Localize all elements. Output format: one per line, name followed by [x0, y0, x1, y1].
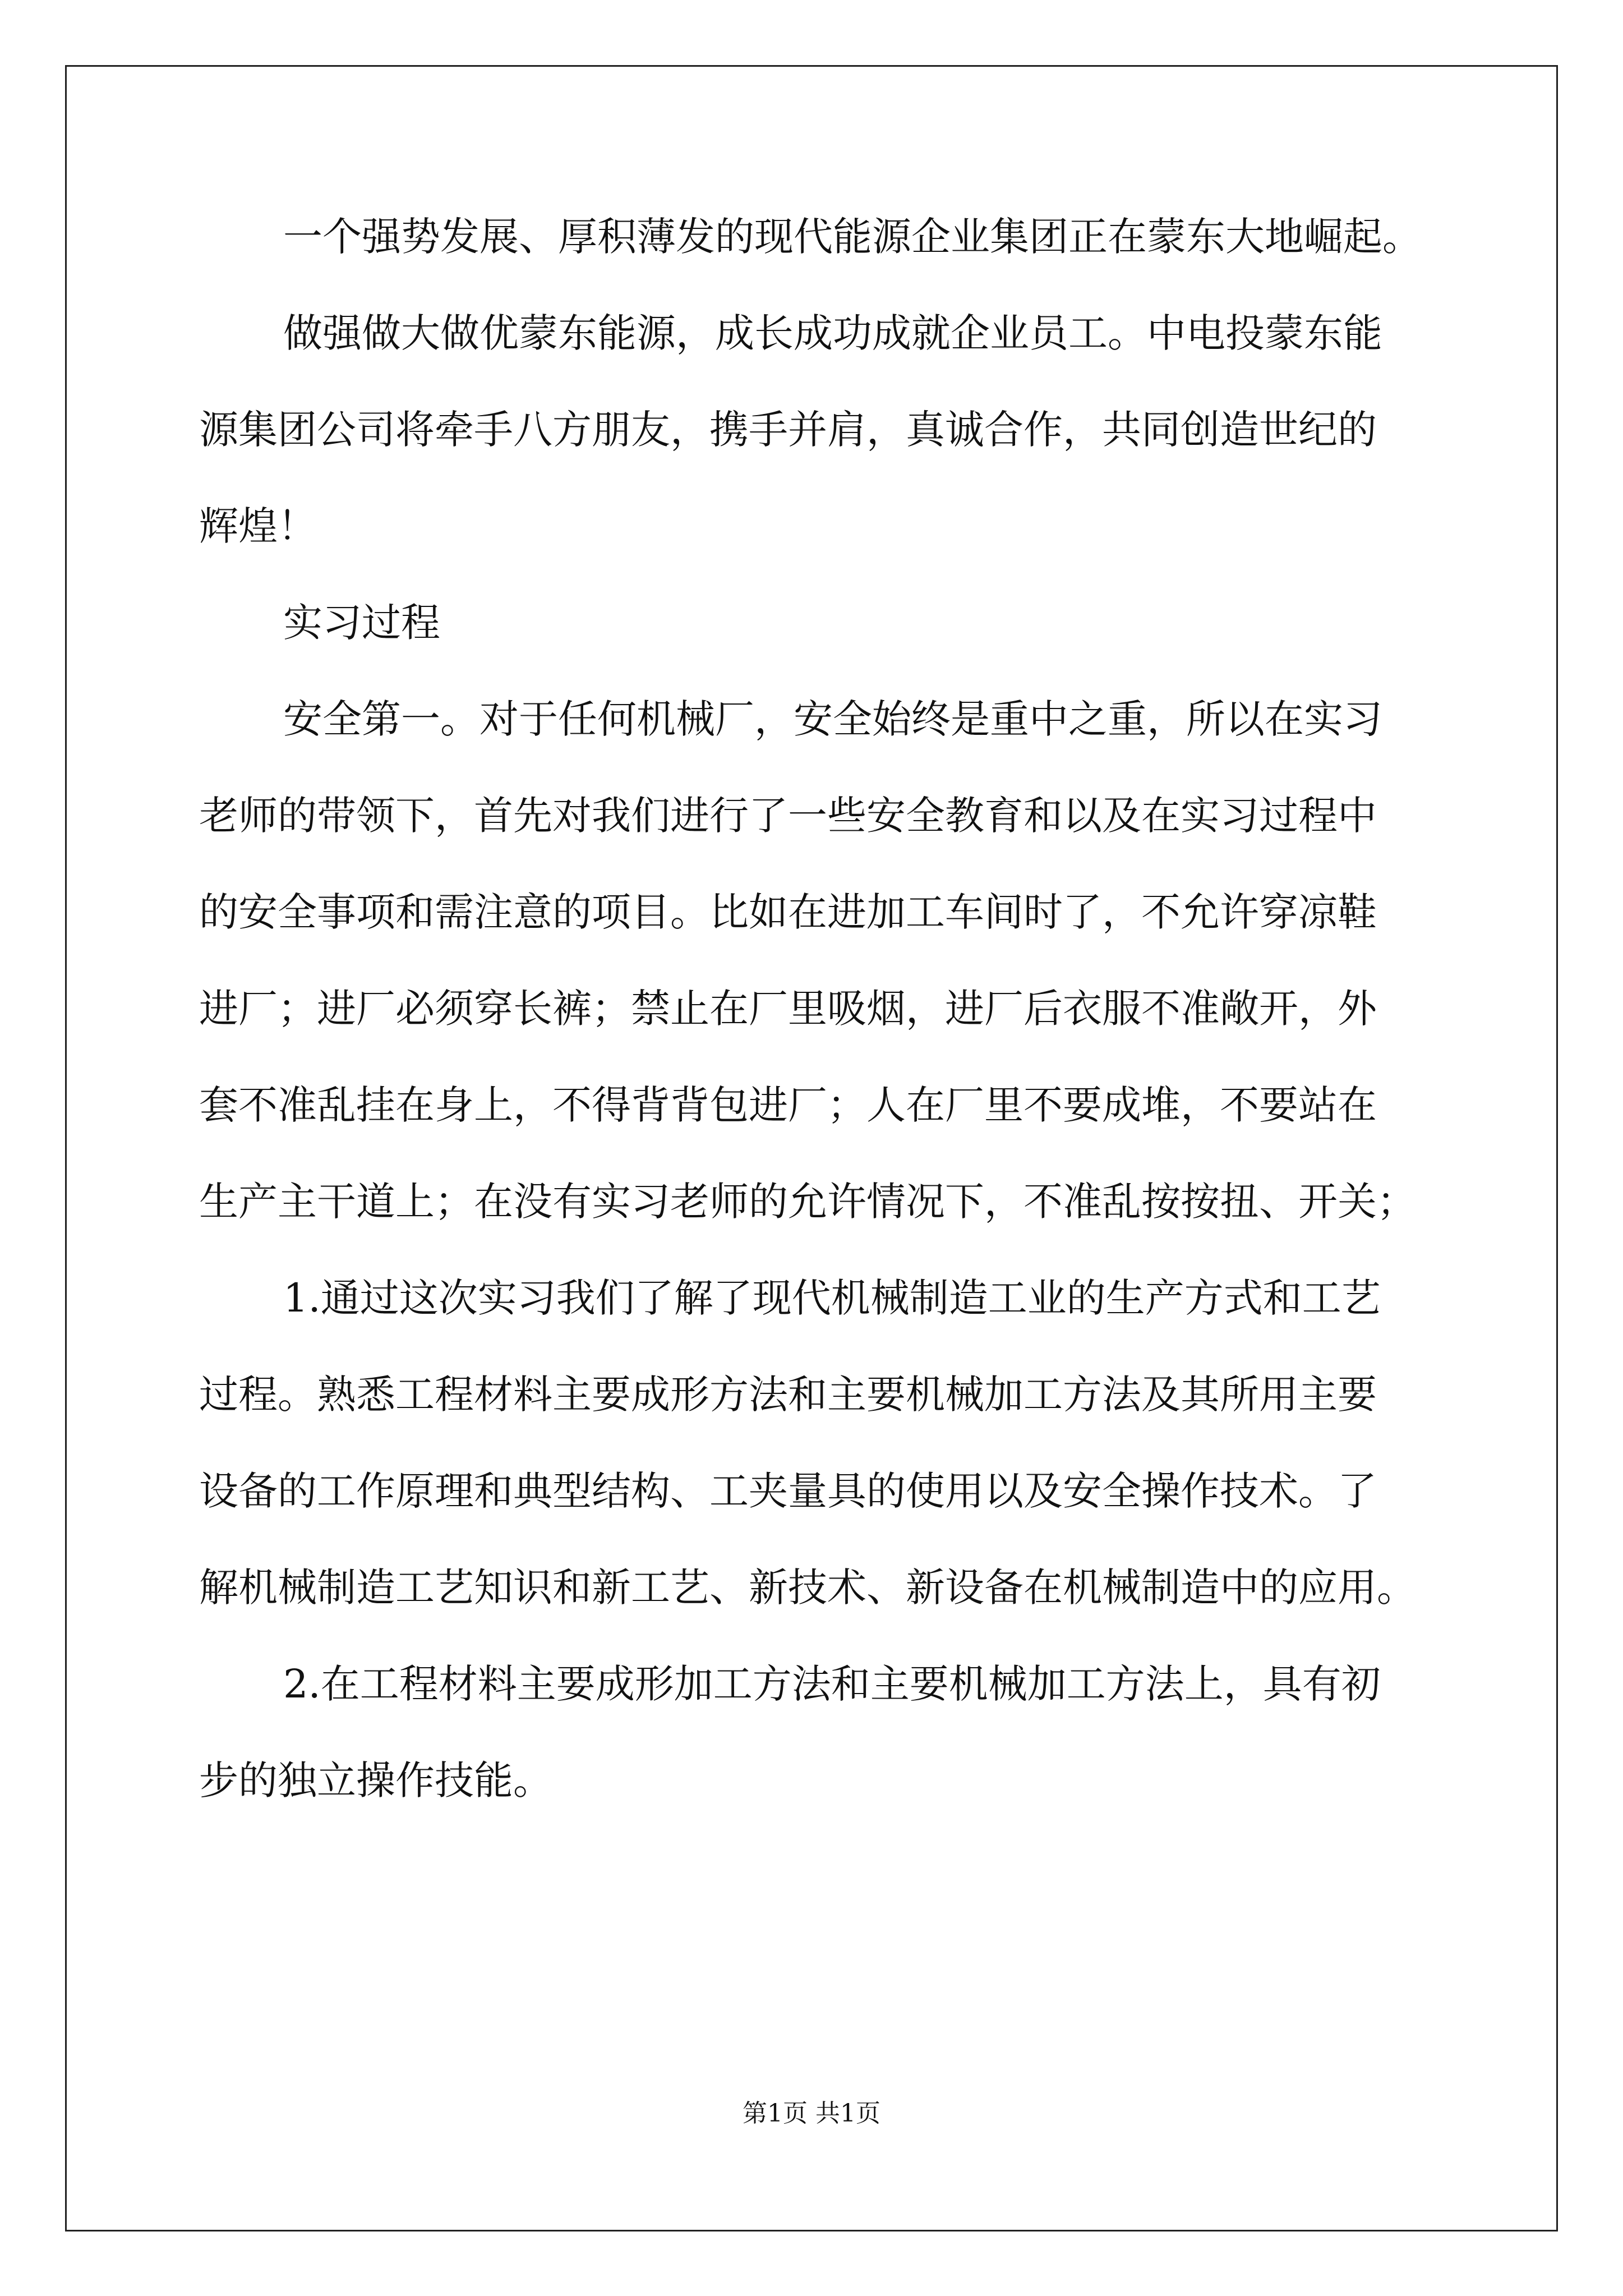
text-line: 源集团公司将牵手八方朋友，携手并肩，真诚合作，共同创造世纪的: [199, 407, 1377, 453]
page-border: [65, 65, 1558, 2231]
text-line: 一个强势发展、厚积薄发的现代能源企业集团正在蒙东大地崛起。: [283, 214, 1422, 260]
text-line: 安全第一。对于任何机械厂，安全始终是重中之重，所以在实习: [283, 696, 1382, 742]
text-line: 步的独立操作技能。: [199, 1757, 552, 1803]
text-line: 2.在工程材料主要成形加工方法和主要机械加工方法上，具有初: [283, 1661, 1381, 1707]
page-number: 第1页 共1页: [743, 2099, 880, 2128]
section-heading: 实习过程: [283, 600, 440, 646]
text-line: 做强做大做优蒙东能源，成长成功成就企业员工。中电投蒙东能: [283, 310, 1382, 356]
text-line: 辉煌！: [199, 503, 317, 549]
text-line: 套不准乱挂在身上，不得背背包进厂；人在厂里不要成堆，不要站在: [199, 1082, 1377, 1128]
text-line: 进厂；进厂必须穿长裤；禁止在厂里吸烟，进厂后衣服不准敞开，外: [199, 986, 1377, 1032]
text-line: 的安全事项和需注意的项目。比如在进加工车间时了，不允许穿凉鞋: [199, 889, 1377, 935]
text-line: 老师的带领下，首先对我们进行了一些安全教育和以及在实习过程中: [199, 793, 1377, 839]
text-line: 1.通过这次实习我们了解了现代机械制造工业的生产方式和工艺: [283, 1275, 1381, 1321]
text-line: 设备的工作原理和典型结构、工夹量具的使用以及安全操作技术。了: [199, 1468, 1377, 1514]
text-line: 解机械制造工艺知识和新工艺、新技术、新设备在机械制造中的应用。: [199, 1565, 1416, 1611]
text-line: 过程。熟悉工程材料主要成形方法和主要机械加工方法及其所用主要: [199, 1372, 1377, 1418]
text-line: 生产主干道上；在没有实习老师的允许情况下，不准乱按按扭、开关；: [199, 1179, 1416, 1225]
